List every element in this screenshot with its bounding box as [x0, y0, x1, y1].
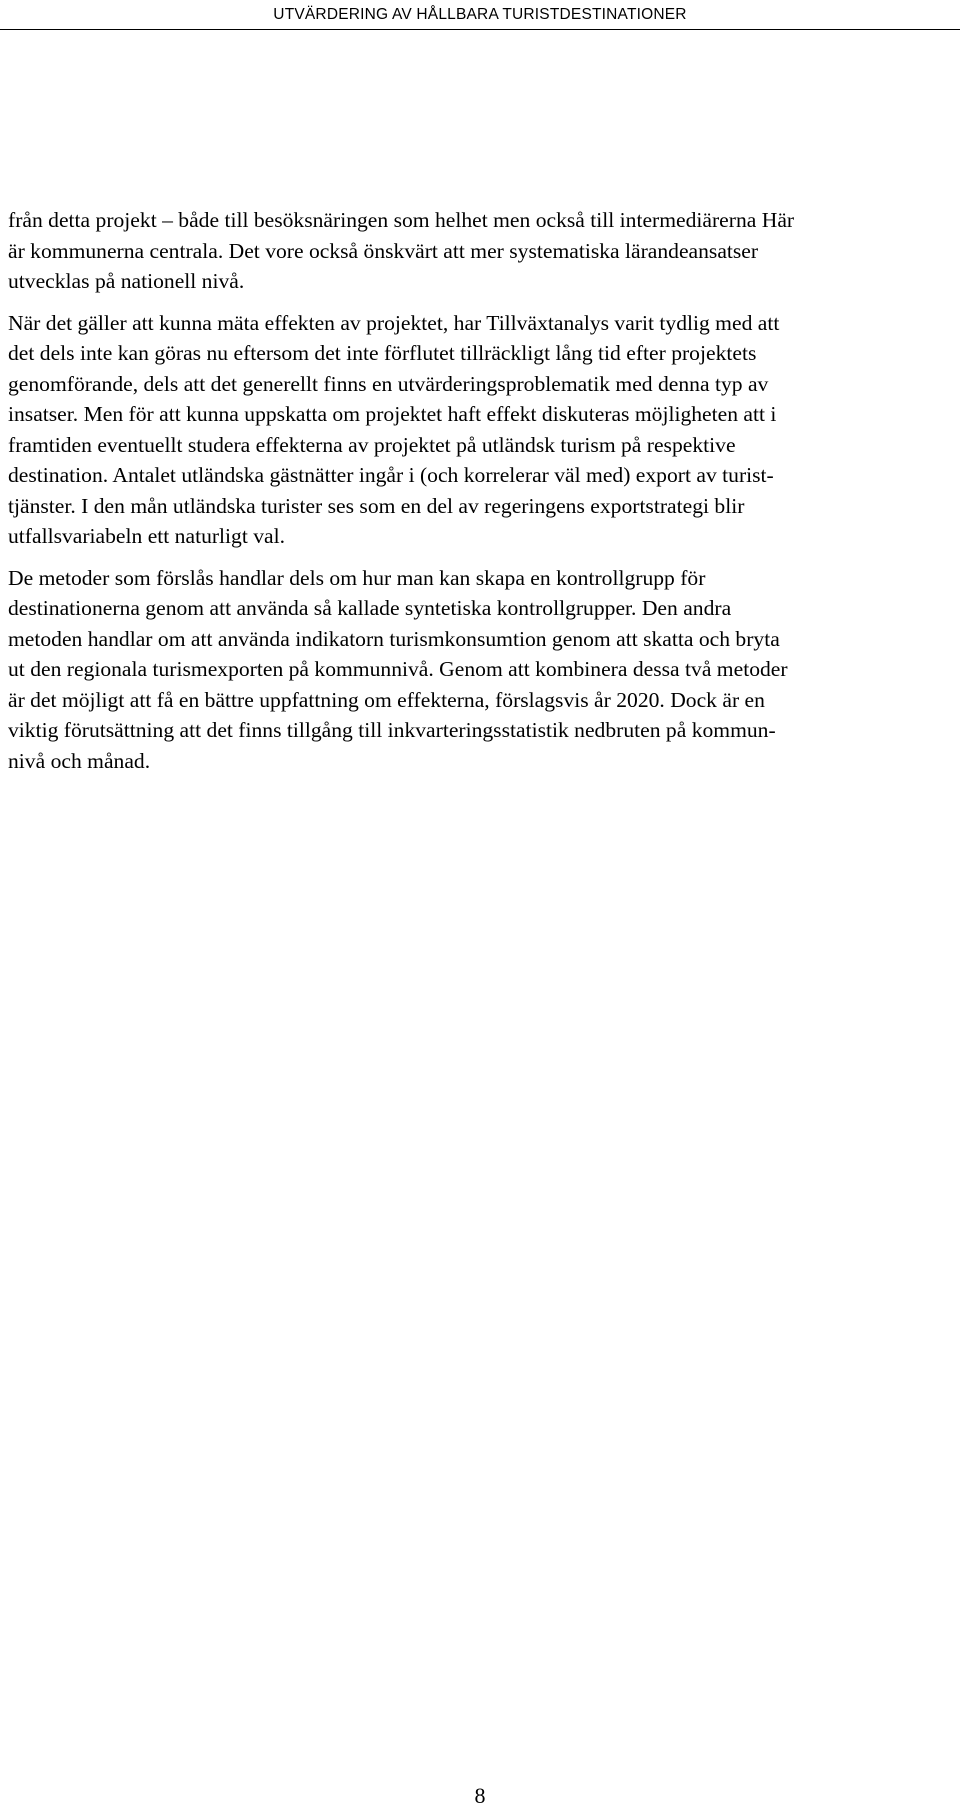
- text-line: tjänster. I den mån utländska turister ses som en del av regeringens exportstrategi blir: [8, 493, 745, 518]
- paragraph-2: [8, 308, 958, 552]
- paragraph-spacer: [8, 297, 958, 308]
- text-line: utfallsvariabeln ett naturligt val.: [8, 524, 286, 548]
- text-line: är kommunerna centrala. Det vore också önskvärt att mer systematiska lärandeansatser: [8, 238, 759, 263]
- text-line: nivå och månad.: [8, 748, 151, 773]
- text-line: insatser. Men för att kunna uppskatta om projektet haft effekt diskuteras möjligheten att i: [8, 402, 777, 426]
- paragraph-spacer: [8, 552, 958, 563]
- text-line: När det gäller att kunna mäta effekten av projektet, har Tillväxtanalys varit tydlig med att: [8, 310, 780, 335]
- text-line: det dels inte kan göras nu eftersom det inte förflutet tillräckligt lång tid efter projektets: [8, 341, 757, 365]
- paragraph-3: [8, 563, 958, 777]
- text-line: från detta projekt – både till besöksnäringen som helhet men också till intermediärerna Här: [8, 208, 795, 232]
- header-divider: [0, 29, 960, 30]
- text-line: viktig förutsättning att det finns tillgång till inkvarteringsstatistik nedbruten på kommun-: [8, 718, 776, 742]
- text-line: utvecklas på nationell nivå.: [8, 269, 245, 293]
- text-line: De metoder som förslås handlar dels om hur man kan skapa en kontrollgrupp för: [8, 565, 706, 590]
- text-line: framtiden eventuellt studera effekterna av projektet på utländsk turism på respektive: [8, 432, 736, 457]
- text-line: ut den regionala turismexporten på kommunnivå. Genom att kombinera dessa två metoder: [8, 657, 788, 681]
- paragraph-1: [8, 205, 958, 297]
- text-line: metoden handlar om att använda indikatorn turismkonsumtion genom att skatta och bryta: [8, 626, 780, 651]
- text-line: destinationerna genom att använda så kallade syntetiska kontrollgrupper. Den andra: [8, 596, 732, 620]
- text-line: destination. Antalet utländska gästnätter ingår i (och korrelerar väl med) export av turist-: [8, 463, 774, 487]
- text-line: genomförande, dels att det generellt finns en utvärderingsproblematik med denna typ av: [8, 371, 769, 396]
- page-number: 8: [474, 1783, 486, 1808]
- body-text: [8, 205, 958, 776]
- text-line: är det möjligt att få en bättre uppfattning om effekterna, förslagsvis år 2020. Dock är en: [8, 687, 765, 712]
- running-header: UTVÄRDERING AV HÅLLBARA TURISTDESTINATIONER: [273, 6, 687, 23]
